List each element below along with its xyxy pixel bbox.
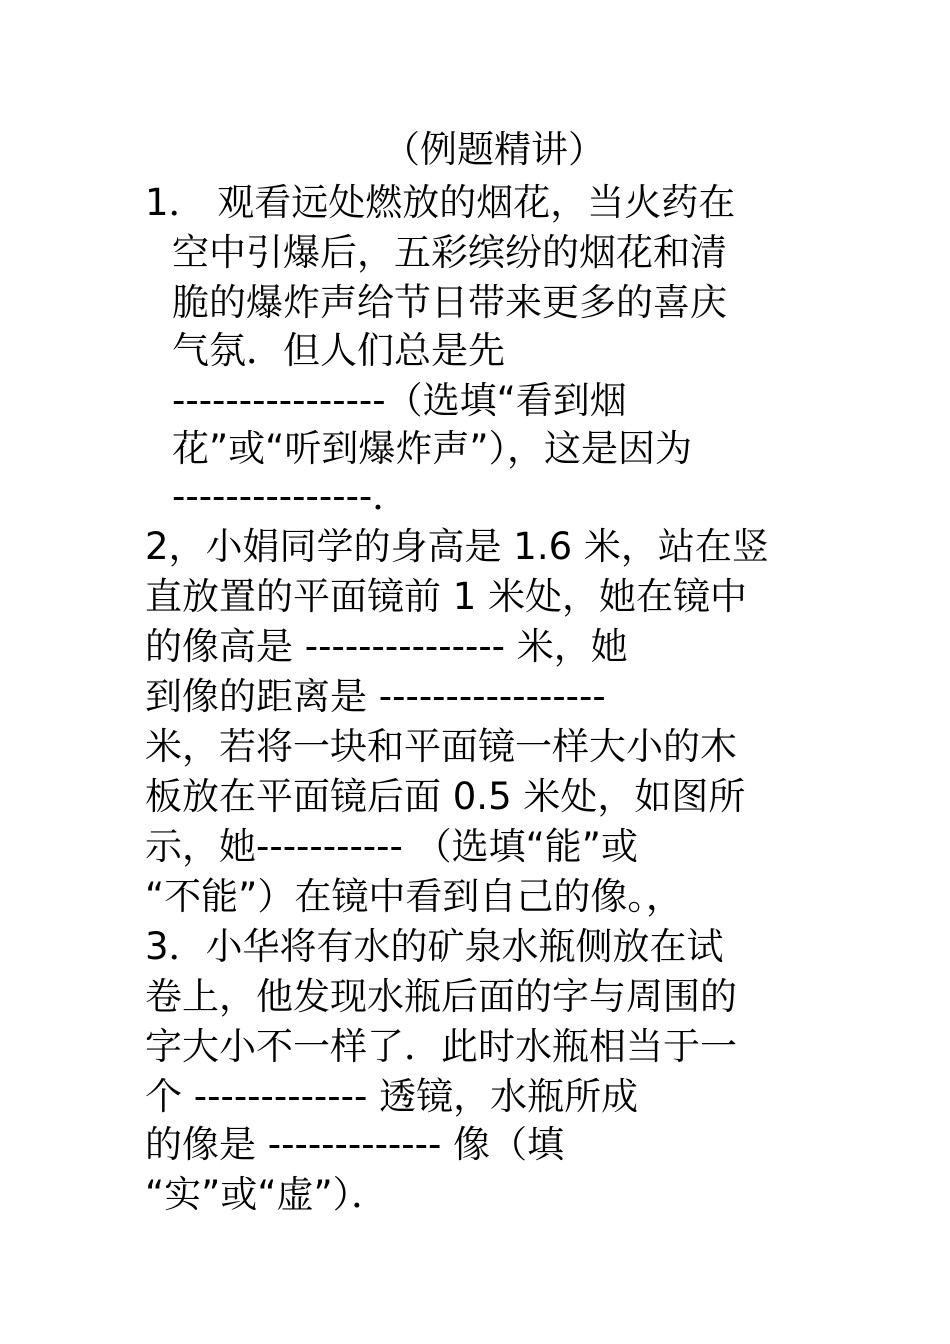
section-title: （例题精讲）: [383, 128, 605, 171]
q2-line-4: 到像的距离是 -----------------: [145, 675, 606, 718]
q1-line-4: 气氛．但人们总是先: [172, 329, 505, 372]
q1-line-3: 脆的爆炸声给节日带来更多的喜庆: [172, 281, 727, 324]
q1-line-5: ----------------（选填“看到烟: [172, 379, 627, 422]
q3-line-4: 个 ------------- 透镜，水瓶所成: [145, 1075, 639, 1118]
q1-line-6: 花”或“听到爆炸声”），这是因为: [172, 427, 693, 470]
q3-line-3: 字大小不一样了．此时水瓶相当于一: [145, 1025, 737, 1068]
q3-line-5: 的像是 ------------- 像（填: [145, 1123, 565, 1166]
q3-line-1: 3．小华将有水的矿泉水瓶侧放在试: [145, 925, 724, 968]
q2-line-8: “不能”）在镜中看到自己的像。，: [145, 875, 683, 918]
q1-line-7: ---------------．: [172, 475, 410, 518]
q2-line-1: 2，小娟同学的身高是 1.6 米，站在竖: [145, 525, 769, 568]
q1-line-1: 1． 观看远处燃放的烟花，当火药在: [145, 181, 736, 224]
q3-line-6: “实”或“虚”）．: [145, 1173, 389, 1216]
q2-line-3: 的像高是 --------------- 米，她: [145, 625, 628, 668]
q3-line-2: 卷上，他发现水瓶后面的字与周围的: [145, 975, 737, 1018]
q2-line-2: 直放置的平面镜前 1 米处，她在镜中: [145, 575, 748, 618]
q2-line-6: 板放在平面镜后面 0.5 米处，如图所: [145, 775, 746, 818]
q2-line-5: 米，若将一块和平面镜一样大小的木: [145, 725, 737, 768]
q2-line-7: 示，她----------- （选填“能”或: [145, 825, 638, 868]
q1-line-2: 空中引爆后，五彩缤纷的烟花和清: [172, 231, 727, 274]
